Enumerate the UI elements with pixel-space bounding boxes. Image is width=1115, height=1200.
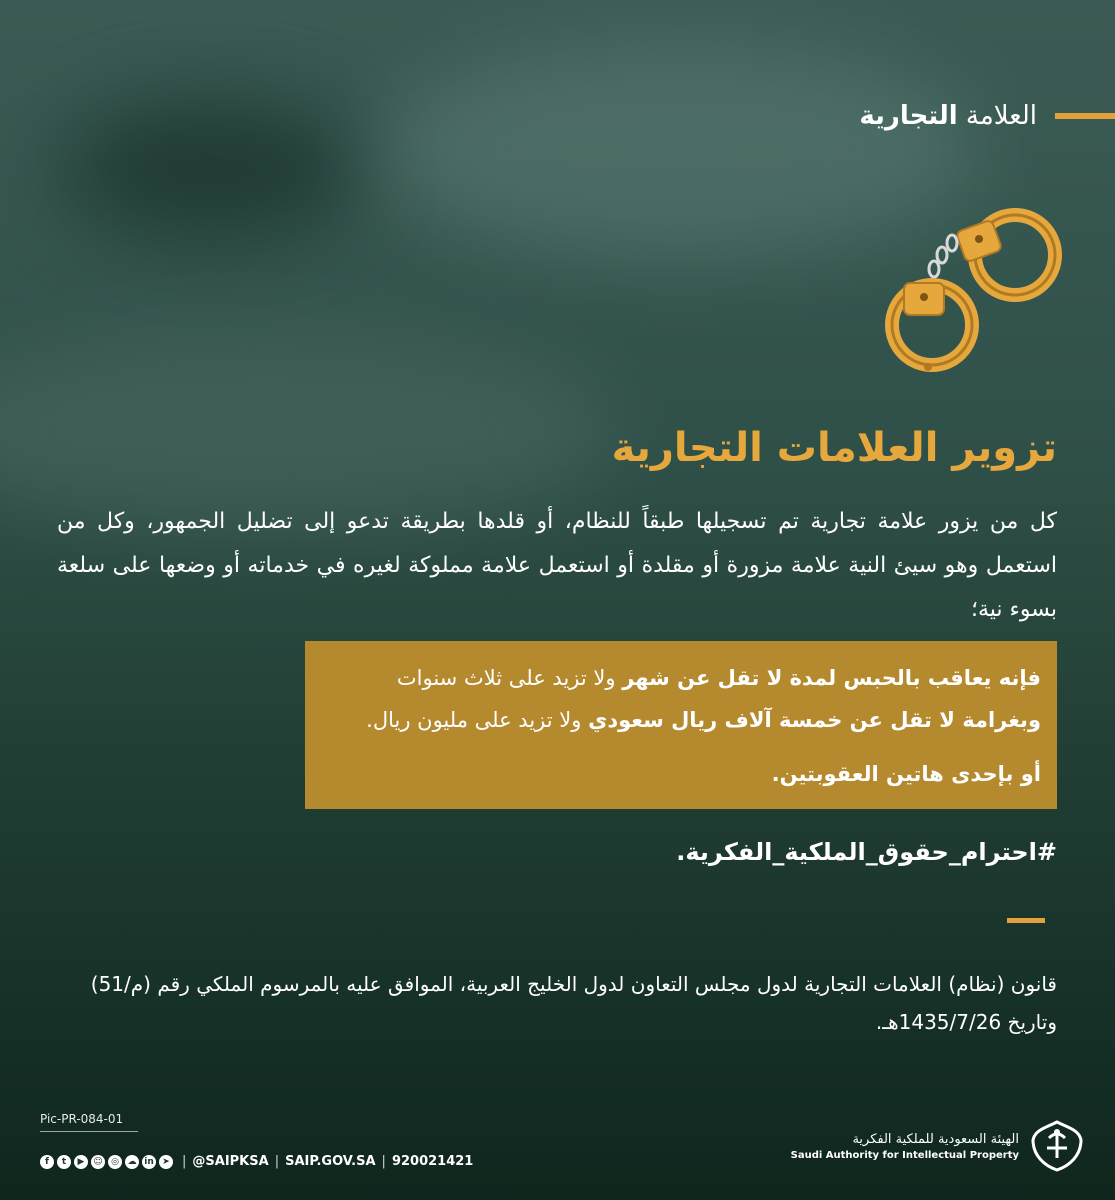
facebook-icon[interactable]: f — [40, 1155, 54, 1169]
youtube-icon[interactable]: ▶ — [74, 1155, 88, 1169]
footer-divider: | — [182, 1154, 187, 1169]
separator-bar — [1007, 918, 1045, 923]
penalty-line-2 — [321, 699, 1041, 741]
footer-divider: | — [274, 1154, 280, 1169]
legal-source: قانون (نظام) العلامات التجارية لدول مجلس التعاون لدول الخليج العربية، الموافق عليه بالمرسوم الملكي رقم (م/51) وتاريخ 1435/7/26هـ. — [90, 972, 1057, 1034]
linkedin-icon[interactable]: in — [142, 1155, 156, 1169]
description-paragraph: كل من يزور علامة تجارية تم تسجيلها طبقاً للنظام، أو قلدها بطريقة تدعو إلى تضليل الجمهور، وكل من استعمل وهو سيئ النية علامة مزورة أو مقلدة أو استعمل علامة مملوكة لغيره في خدماته أو وضعها على سلعة بسوء نية؛ — [57, 509, 1057, 622]
telegram-icon[interactable]: ➤ — [159, 1155, 173, 1169]
saip-logo — [791, 1118, 1085, 1174]
penalty-line-3: أو بإحدى هاتين العقوبتين. — [771, 762, 1041, 786]
twitter-icon[interactable]: t — [57, 1155, 71, 1169]
page-heading: تزوير العلامات التجارية — [611, 425, 1057, 471]
hashtag: #احترام_حقوق_الملكية_الفكرية. — [676, 838, 1057, 866]
instagram-icon[interactable]: ◎ — [108, 1155, 122, 1169]
logo-text — [791, 1132, 1019, 1161]
website-link[interactable]: SAIP.GOV.SA — [285, 1154, 376, 1169]
phone-number[interactable]: 920021421 — [391, 1154, 474, 1169]
logo-arabic-name: الهيئة السعودية للملكية الفكرية — [852, 1131, 1019, 1147]
pic-code: Pic-PR-084-01 — [40, 1112, 124, 1126]
saip-emblem-icon — [1029, 1118, 1085, 1174]
background-blur-dark — [60, 100, 360, 240]
pic-code-underline — [40, 1131, 138, 1132]
footer-divider: | — [381, 1154, 386, 1169]
social-handle[interactable]: @SAIPKSA — [192, 1154, 269, 1169]
section-accent-bar — [1055, 113, 1115, 119]
handcuffs-icon — [880, 195, 1070, 385]
penalty-line-1-bold: فإنه يعاقب بالحبس لمدة لا تقل عن شهر — [622, 666, 1041, 690]
snapchat-icon[interactable]: ☺ — [91, 1155, 105, 1169]
soundcloud-icon[interactable]: ☁ — [125, 1155, 139, 1169]
section-title — [859, 101, 1037, 131]
penalty-line-1-rest: ولا تزيد على ثلاث سنوات — [396, 666, 616, 690]
section-title-light: العلامة — [965, 101, 1037, 131]
penalty-line-1 — [321, 657, 1041, 699]
logo-english-name: Saudi Authority for Intellectual Property — [790, 1149, 1019, 1161]
section-header — [859, 100, 1115, 132]
penalty-box — [305, 641, 1057, 809]
section-title-bold: التجارية — [859, 101, 958, 131]
penalty-line-2-rest: ولا تزيد على مليون ريال. — [366, 708, 582, 732]
penalty-line-2-bold: وبغرامة لا تقل عن خمسة آلاف ريال سعودي — [588, 708, 1041, 732]
footer-contact — [40, 1154, 473, 1169]
